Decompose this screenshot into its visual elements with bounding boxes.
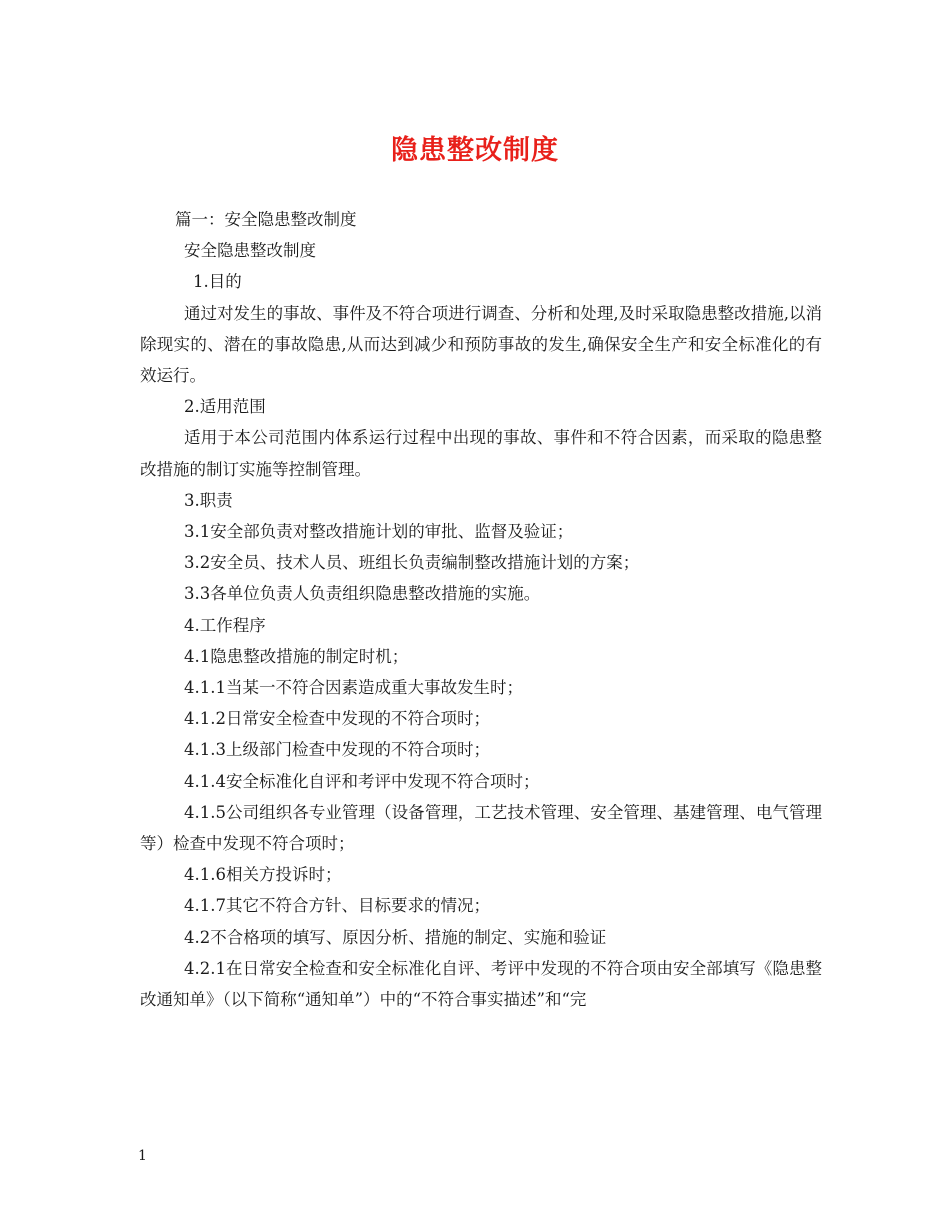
paragraph: 4.1.4安全标准化自评和考评中发现不符合项时； xyxy=(184,771,540,791)
paragraph: 3.职责 xyxy=(184,490,233,510)
paragraph: 3.2安全员、技术人员、班组长负责编制整改措施计划的方案； xyxy=(184,553,640,573)
paragraph: 4.1.3上级部门检查中发现的不符合项时； xyxy=(184,740,490,760)
paragraph: 4.1.6相关方投诉时； xyxy=(184,865,342,885)
paragraph: 4.2.1在日常安全检查和安全标准化自评、考评中发现的不符合项由安全部填写《隐患整改通知单》（以下简称“通知单”）中的“不符合事实描述”和“完 xyxy=(140,958,822,1010)
paragraph: 1.目的 xyxy=(193,272,242,292)
paragraph: 4.1.5公司组织各专业管理（设备管理，工艺技术管理、安全管理、基建管理、电气管理等）检查中发现不符合项时； xyxy=(140,802,822,854)
paragraph: 2.适用范围 xyxy=(184,397,266,417)
paragraph: 篇一：安全隐患整改制度 xyxy=(175,210,357,229)
paragraph: 4.1.7其它不符合方针、目标要求的情况； xyxy=(184,896,490,916)
paragraph: 适用于本公司范围内体系运行过程中出现的事故、事件和不符合因素，而采取的隐患整改措施的制订实施等控制管理。 xyxy=(140,428,822,479)
paragraph: 通过对发生的事故、事件及不符合项进行调查、分析和处理,及时采取隐患整改措施,以消除现实的、潜在的事故隐患,从而达到减少和预防事故的发生,确保安全生产和安全标准化的有效运行。 xyxy=(140,303,822,386)
paragraph: 4.1.1当某一不符合因素造成重大事故发生时； xyxy=(184,678,523,698)
paragraph: 4.1.2日常安全检查中发现的不符合项时； xyxy=(184,709,490,729)
paragraph: 4.2不合格项的填写、原因分析、措施的制定、实施和验证 xyxy=(184,927,607,947)
paragraph: 3.3各单位负责人负责组织隐患整改措施的实施。 xyxy=(184,584,541,604)
paragraph: 4.1隐患整改措施的制定时机； xyxy=(184,646,409,666)
document-title: 隐患整改制度 xyxy=(391,135,559,166)
document-body xyxy=(140,204,822,1015)
paragraph: 3.1安全部负责对整改措施计划的审批、监督及验证； xyxy=(184,522,574,542)
paragraph: 安全隐患整改制度 xyxy=(184,241,316,261)
page-number: 1 xyxy=(138,1148,147,1164)
paragraph: 4.工作程序 xyxy=(184,615,266,635)
